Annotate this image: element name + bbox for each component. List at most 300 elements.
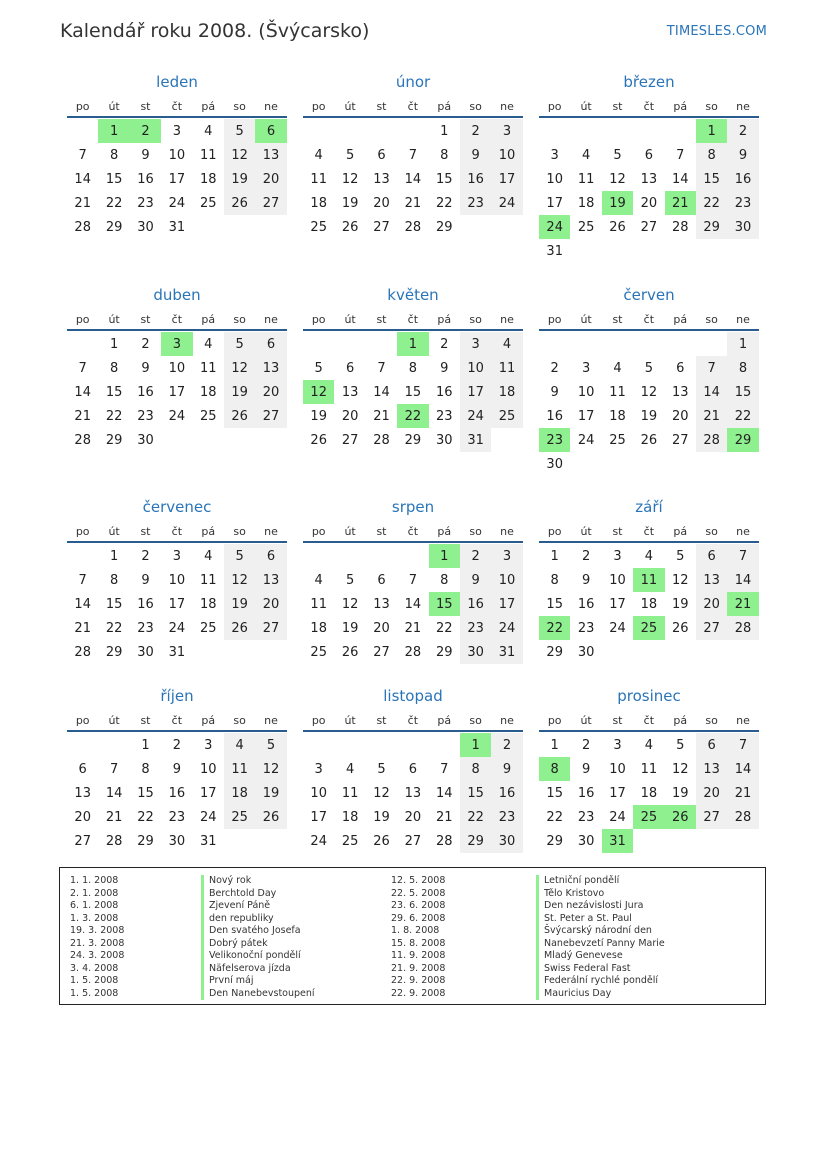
day-cell: 8 [696, 143, 727, 167]
day-cell: 10 [609, 572, 626, 588]
day-cell: 20 [671, 408, 689, 424]
weekday-label: čt [643, 713, 655, 727]
day-cell: 28 [373, 432, 390, 448]
weekday-label: ne [500, 312, 514, 326]
day-cell: 3 [581, 360, 591, 376]
weekday-header [303, 521, 523, 543]
day-cell: 18 [310, 195, 327, 211]
day-cell: 3 [314, 761, 323, 777]
page-title: Kalendář roku 2008. (Švýcarsko) [60, 20, 370, 42]
weekday-label: ne [500, 713, 514, 727]
day-cell: 13 [404, 785, 422, 801]
day-cell: 8 [440, 147, 449, 163]
day-cell: 11 [341, 785, 359, 801]
day-cell: 27 [671, 432, 689, 448]
day-cell: 21 [727, 592, 758, 616]
day-grid [539, 119, 759, 263]
day-cell: 17 [199, 785, 217, 801]
day-cell: 18 [199, 171, 217, 187]
day-cell: 22 [546, 809, 563, 825]
weekday-label: st [376, 99, 387, 113]
holiday-date: 1. 1. 2008 [70, 875, 119, 886]
day-cell: 21 [435, 809, 453, 825]
day-cell: 3 [172, 548, 181, 564]
weekday-header [67, 521, 287, 543]
day-cell: 20 [74, 809, 91, 825]
month-srpen [303, 497, 523, 664]
weekday-label: út [108, 713, 120, 727]
day-cell: 17 [609, 596, 626, 612]
weekday-label: čt [407, 312, 419, 326]
day-cell: 16 [137, 171, 154, 187]
day-cell: 6 [644, 147, 653, 163]
holiday-date: 22. 9. 2008 [391, 975, 446, 986]
day-cell: 27 [255, 191, 286, 215]
weekday-header [303, 309, 523, 331]
empty-cell [633, 119, 664, 143]
day-cell: 12 [373, 785, 390, 801]
day-cell: 14 [696, 380, 727, 404]
day-cell: 21 [74, 408, 91, 424]
weekday-label: po [547, 99, 562, 113]
day-cell: 27 [74, 833, 91, 849]
weekday-label: út [580, 312, 592, 326]
month-name: říjen [160, 687, 194, 705]
day-cell: 8 [460, 757, 491, 781]
day-cell: 13 [74, 785, 91, 801]
weekday-label: pá [673, 312, 688, 326]
weekday-label: so [233, 312, 246, 326]
weekday-label: so [469, 99, 482, 113]
day-cell: 6 [408, 761, 417, 777]
weekday-label: čt [171, 312, 183, 326]
weekday-label: so [705, 312, 718, 326]
day-cell: 2 [141, 336, 150, 352]
month-name: listopad [383, 687, 443, 705]
weekday-label: st [376, 312, 387, 326]
holiday-date: 15. 8. 2008 [391, 937, 446, 949]
day-cell: 23 [137, 408, 154, 424]
day-cell: 8 [109, 360, 119, 376]
day-cell: 18 [310, 620, 327, 636]
weekday-header [67, 309, 287, 331]
day-cell: 20 [255, 380, 286, 404]
day-cell: 11 [310, 171, 327, 187]
day-cell: 15 [404, 384, 422, 400]
day-cell: 1 [550, 548, 559, 564]
day-cell: 29 [105, 644, 123, 660]
weekday-label: pá [673, 524, 688, 538]
day-cell: 4 [644, 548, 653, 564]
month-prosinec [539, 686, 759, 853]
empty-cell [570, 332, 601, 356]
day-cell: 26 [341, 219, 359, 235]
weekday-label: út [108, 99, 120, 113]
holiday-names-left [201, 875, 315, 1000]
day-cell: 9 [581, 761, 591, 777]
day-cell: 30 [137, 219, 154, 235]
day-cell: 30 [727, 215, 758, 239]
day-cell: 18 [199, 384, 217, 400]
day-cell: 1 [109, 336, 119, 352]
day-cell: 8 [539, 757, 570, 781]
day-cell: 20 [341, 408, 359, 424]
day-cell: 28 [74, 644, 91, 660]
day-cell: 2 [491, 733, 522, 757]
day-cell: 19 [224, 592, 255, 616]
day-cell: 30 [491, 829, 522, 853]
day-grid [67, 119, 287, 239]
day-cell: 15 [105, 596, 123, 612]
day-cell: 26 [665, 805, 696, 829]
day-cell: 6 [377, 572, 386, 588]
day-cell: 10 [460, 356, 491, 380]
month-name: leden [156, 73, 198, 91]
day-cell: 22 [137, 809, 154, 825]
day-cell: 29 [435, 219, 453, 235]
day-cell: 9 [440, 360, 449, 376]
day-cell: 26 [373, 833, 390, 849]
day-cell: 11 [577, 171, 595, 187]
day-cell: 25 [224, 805, 255, 829]
day-cell: 26 [671, 620, 689, 636]
day-grid [67, 332, 287, 452]
day-cell: 29 [435, 644, 453, 660]
day-cell: 12 [671, 761, 689, 777]
weekday-label: pá [201, 713, 216, 727]
day-cell: 6 [255, 119, 286, 143]
day-cell: 11 [609, 384, 626, 400]
day-cell: 22 [539, 616, 570, 640]
day-cell: 10 [199, 761, 217, 777]
day-cell: 21 [727, 781, 758, 805]
day-cell: 17 [310, 809, 327, 825]
day-cell: 21 [74, 620, 91, 636]
empty-cell [366, 544, 397, 568]
day-cell: 12 [609, 171, 626, 187]
day-cell: 2 [581, 548, 591, 564]
empty-cell [303, 733, 334, 757]
day-cell: 17 [491, 167, 522, 191]
day-cell: 24 [609, 809, 626, 825]
holiday-name: Mauricius Day [536, 988, 665, 1001]
day-cell: 4 [204, 336, 213, 352]
day-cell: 8 [440, 572, 449, 588]
day-cell: 27 [640, 219, 658, 235]
day-cell: 17 [168, 384, 186, 400]
day-cell: 7 [408, 572, 417, 588]
weekday-label: út [344, 312, 356, 326]
day-cell: 15 [137, 785, 154, 801]
day-cell: 12 [341, 171, 359, 187]
day-cell: 13 [373, 596, 390, 612]
holiday-date: 21. 9. 2008 [391, 962, 446, 974]
day-cell: 15 [460, 781, 491, 805]
day-cell: 25 [199, 620, 217, 636]
day-cell: 25 [310, 219, 327, 235]
day-cell: 14 [671, 171, 689, 187]
day-cell: 30 [137, 432, 154, 448]
day-cell: 11 [199, 147, 217, 163]
day-cell: 10 [546, 171, 563, 187]
day-cell: 15 [546, 596, 563, 612]
day-cell: 29 [696, 215, 727, 239]
day-cell: 23 [577, 620, 595, 636]
day-cell: 2 [581, 737, 591, 753]
day-grid [303, 119, 523, 239]
holiday-date: 1. 5. 2008 [70, 975, 119, 986]
day-cell: 24 [168, 620, 186, 636]
day-cell: 3 [204, 737, 213, 753]
day-cell: 13 [696, 757, 727, 781]
day-cell: 18 [640, 596, 658, 612]
day-cell: 17 [491, 592, 522, 616]
empty-cell [397, 544, 428, 568]
weekday-label: st [612, 713, 623, 727]
day-grid [539, 332, 759, 476]
day-cell: 31 [199, 833, 217, 849]
day-cell: 9 [727, 143, 758, 167]
month-name: srpen [391, 498, 435, 516]
day-cell: 29 [460, 829, 491, 853]
day-cell: 7 [109, 761, 119, 777]
weekday-label: ne [500, 99, 514, 113]
weekday-label: st [140, 713, 151, 727]
weekday-label: ne [264, 713, 278, 727]
month-listopad [303, 686, 523, 853]
holiday-date: 1. 3. 2008 [70, 912, 119, 924]
day-cell: 10 [491, 143, 522, 167]
day-cell: 2 [550, 360, 559, 376]
day-cell: 25 [341, 833, 359, 849]
day-cell: 31 [460, 428, 491, 452]
day-cell: 6 [676, 360, 685, 376]
weekday-label: st [376, 713, 387, 727]
day-cell: 10 [168, 572, 186, 588]
holiday-name: Mladý Genevese [536, 950, 665, 963]
day-grid [67, 733, 287, 853]
day-cell: 1 [109, 548, 119, 564]
day-cell: 26 [609, 219, 626, 235]
day-cell: 31 [168, 219, 186, 235]
day-cell: 16 [546, 408, 563, 424]
weekday-label: čt [643, 312, 655, 326]
day-cell: 10 [609, 761, 626, 777]
day-cell: 30 [137, 644, 154, 660]
weekday-header [539, 521, 759, 543]
day-cell: 22 [105, 408, 123, 424]
empty-cell [633, 332, 664, 356]
holiday-name: První máj [201, 975, 315, 988]
day-cell: 12 [303, 380, 334, 404]
weekday-label: st [376, 524, 387, 538]
weekday-label: ne [736, 524, 750, 538]
day-cell: 7 [78, 360, 87, 376]
holiday-date: 12. 5. 2008 [391, 875, 446, 886]
day-cell: 2 [130, 119, 161, 143]
weekday-label: út [580, 713, 592, 727]
day-cell: 28 [671, 219, 689, 235]
empty-cell [334, 544, 365, 568]
weekday-label: čt [643, 524, 655, 538]
day-cell: 24 [168, 408, 186, 424]
day-cell: 8 [408, 360, 417, 376]
day-cell: 16 [168, 785, 186, 801]
day-cell: 26 [224, 404, 255, 428]
day-cell: 20 [640, 195, 658, 211]
day-cell: 5 [676, 737, 685, 753]
weekday-label: út [344, 524, 356, 538]
day-cell: 6 [696, 733, 727, 757]
day-cell: 2 [460, 544, 491, 568]
day-cell: 16 [460, 592, 491, 616]
weekday-label: čt [171, 713, 183, 727]
empty-cell [429, 733, 460, 757]
holiday-name: Dobrý pátek [201, 938, 315, 951]
day-cell: 27 [696, 805, 727, 829]
holiday-name: Zjevení Páně [201, 900, 315, 913]
weekday-label: út [344, 99, 356, 113]
day-cell: 3 [460, 332, 491, 356]
day-cell: 19 [341, 620, 359, 636]
weekday-label: ne [736, 312, 750, 326]
holiday-name: Nanebevzetí Panny Marie [536, 938, 665, 951]
empty-cell [602, 332, 633, 356]
day-cell: 20 [373, 620, 390, 636]
day-cell: 25 [199, 195, 217, 211]
empty-cell [67, 332, 98, 356]
day-cell: 9 [460, 143, 491, 167]
empty-cell [303, 119, 334, 143]
day-cell: 20 [404, 809, 422, 825]
day-cell: 20 [696, 781, 727, 805]
day-cell: 22 [435, 195, 453, 211]
day-cell: 1 [550, 737, 559, 753]
empty-cell [539, 119, 570, 143]
day-cell: 13 [696, 568, 727, 592]
holiday-name: Velikonoční pondělí [201, 950, 315, 963]
weekday-label: pá [437, 713, 452, 727]
day-cell: 24 [168, 195, 186, 211]
day-cell: 2 [172, 737, 181, 753]
day-cell: 21 [404, 620, 422, 636]
day-cell: 3 [550, 147, 559, 163]
day-cell: 18 [224, 781, 255, 805]
day-cell: 20 [373, 195, 390, 211]
weekday-label: po [75, 99, 90, 113]
day-cell: 6 [696, 544, 727, 568]
day-cell: 19 [341, 195, 359, 211]
day-cell: 19 [373, 809, 390, 825]
empty-cell [67, 733, 98, 757]
day-cell: 18 [577, 195, 595, 211]
day-cell: 2 [727, 119, 758, 143]
day-cell: 5 [644, 360, 653, 376]
holiday-name: Näfelserova jízda [201, 963, 315, 976]
day-cell: 19 [224, 167, 255, 191]
day-cell: 30 [577, 833, 595, 849]
day-cell: 7 [377, 360, 386, 376]
day-cell: 23 [168, 809, 186, 825]
day-cell: 4 [644, 737, 653, 753]
day-cell: 26 [310, 432, 327, 448]
weekday-label: čt [171, 99, 183, 113]
day-cell: 12 [224, 356, 255, 380]
month-name: únor [395, 73, 431, 91]
day-cell: 21 [665, 191, 696, 215]
day-cell: 24 [491, 191, 522, 215]
day-cell: 30 [577, 644, 595, 660]
month-červen [539, 285, 759, 476]
day-cell: 1 [696, 119, 727, 143]
day-cell: 15 [696, 167, 727, 191]
brand-link[interactable]: TIMESLES.COM [666, 24, 767, 39]
holiday-name: Letniční pondělí [536, 875, 665, 888]
day-cell: 18 [491, 380, 522, 404]
day-cell: 28 [105, 833, 123, 849]
weekday-label: po [75, 312, 90, 326]
day-cell: 17 [609, 785, 626, 801]
day-cell: 9 [550, 384, 559, 400]
day-cell: 10 [577, 384, 595, 400]
weekday-header [539, 710, 759, 732]
day-cell: 29 [727, 428, 758, 452]
day-cell: 28 [74, 432, 91, 448]
day-cell: 19 [671, 596, 689, 612]
day-cell: 17 [168, 596, 186, 612]
day-cell: 15 [105, 384, 123, 400]
day-cell: 22 [727, 404, 758, 428]
day-cell: 19 [640, 408, 658, 424]
month-name: květen [387, 286, 439, 304]
holiday-dates-left [70, 875, 124, 1000]
empty-cell [303, 332, 334, 356]
day-cell: 4 [314, 147, 323, 163]
holiday-date: 1. 5. 2008 [70, 987, 119, 999]
day-cell: 12 [224, 568, 255, 592]
holiday-date: 29. 6. 2008 [391, 912, 446, 924]
weekday-label: po [311, 99, 326, 113]
day-cell: 23 [491, 805, 522, 829]
holiday-name: Den Nanebevstoupení [201, 988, 315, 1001]
empty-cell [334, 332, 365, 356]
empty-cell [98, 733, 129, 757]
day-cell: 24 [539, 215, 570, 239]
day-cell: 15 [435, 171, 453, 187]
day-cell: 13 [341, 384, 359, 400]
day-cell: 5 [676, 548, 685, 564]
weekday-label: so [233, 99, 246, 113]
day-cell: 16 [435, 384, 453, 400]
weekday-label: po [75, 524, 90, 538]
day-cell: 30 [546, 456, 563, 472]
day-cell: 31 [546, 243, 563, 259]
day-cell: 1 [141, 737, 150, 753]
day-cell: 9 [581, 572, 591, 588]
weekday-header [539, 309, 759, 331]
day-cell: 23 [137, 195, 154, 211]
weekday-label: pá [201, 99, 216, 113]
day-cell: 14 [373, 384, 390, 400]
weekday-label: pá [437, 524, 452, 538]
empty-cell [334, 733, 365, 757]
day-cell: 6 [255, 544, 286, 568]
holiday-date: 6. 1. 2008 [70, 900, 119, 911]
day-cell: 9 [491, 757, 522, 781]
day-cell: 6 [345, 360, 355, 376]
day-cell: 28 [404, 219, 422, 235]
weekday-label: so [233, 713, 246, 727]
